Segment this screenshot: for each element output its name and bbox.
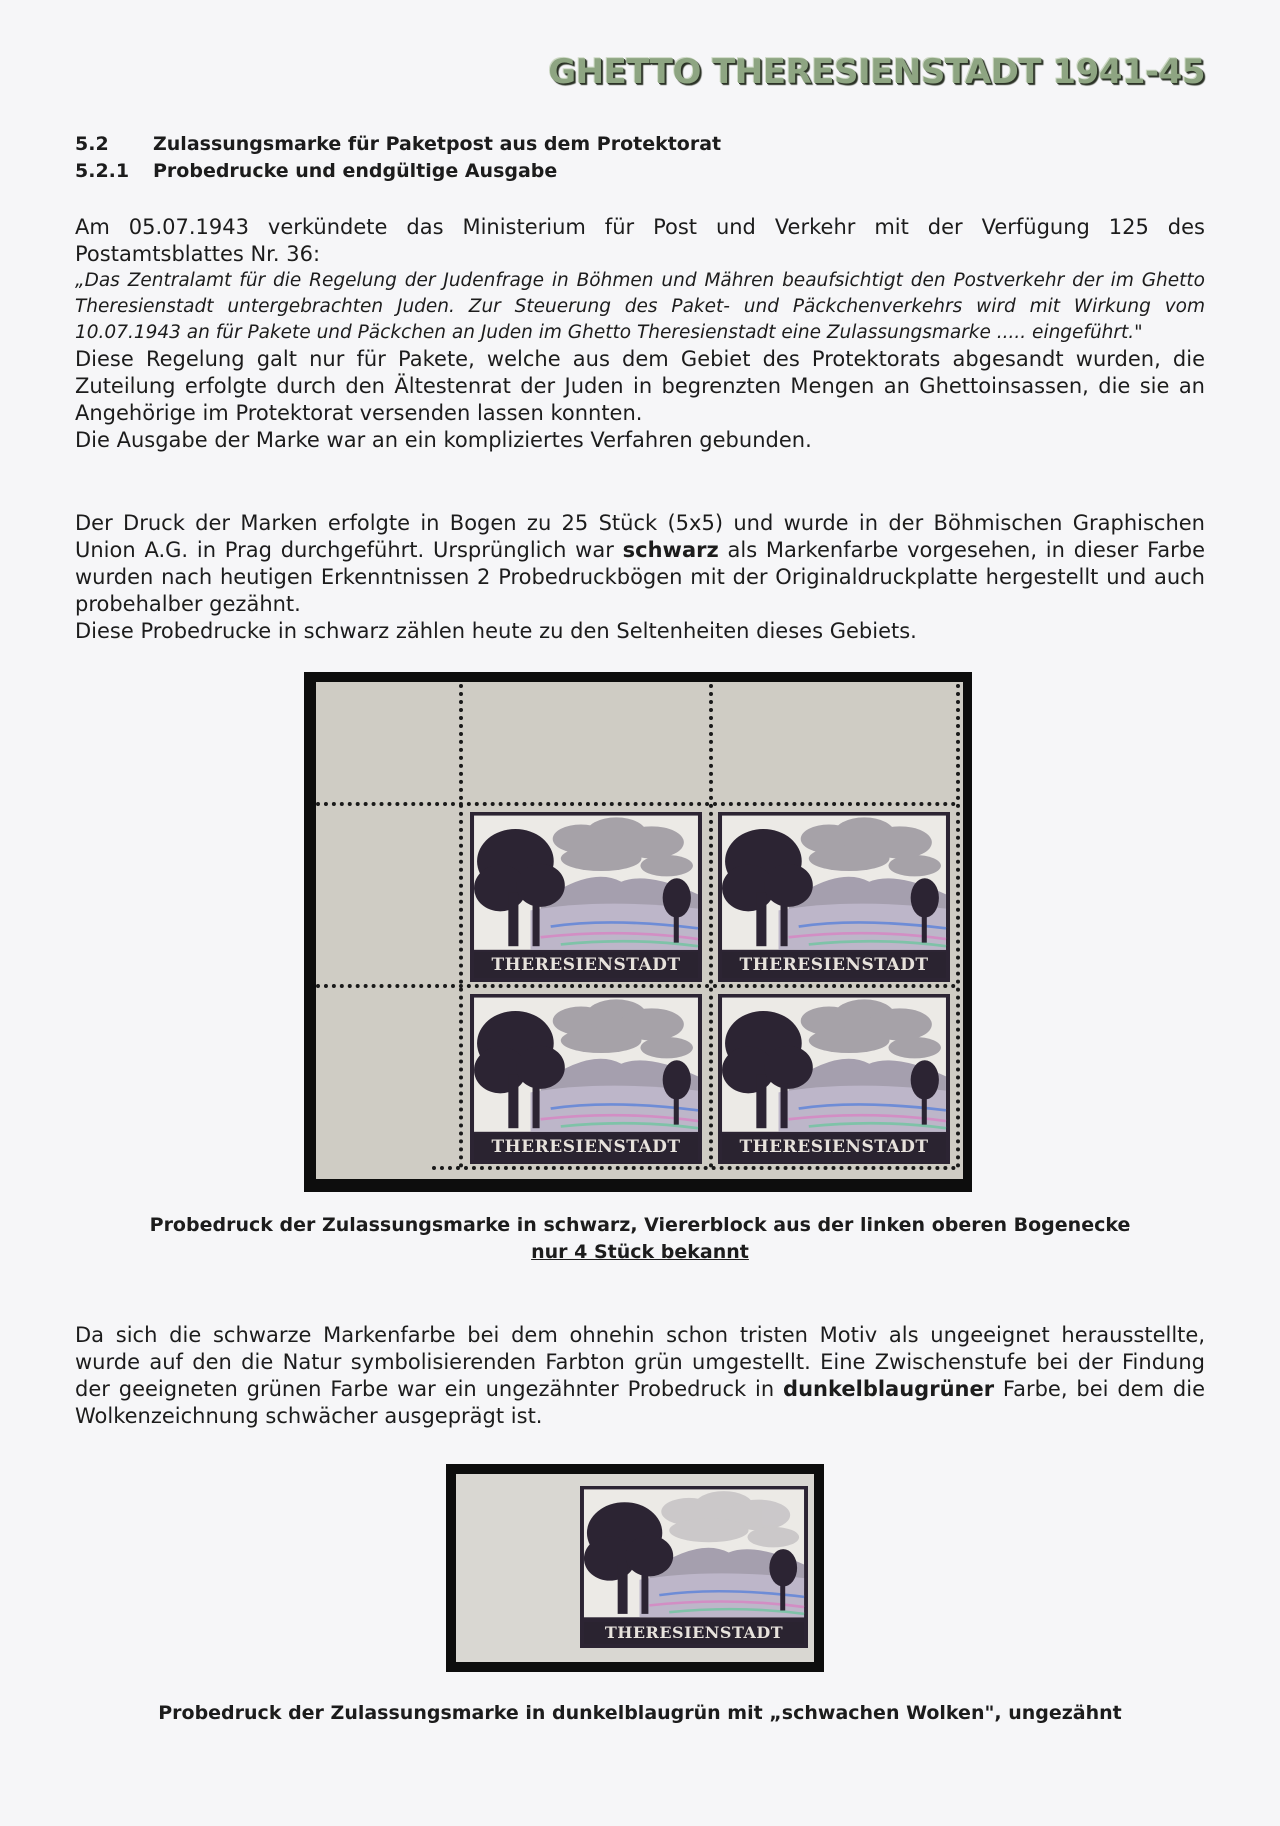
stamp-inscription: THERESIENSTADT	[722, 1134, 946, 1160]
subsection-heading	[75, 160, 557, 182]
caption-1-line-1: Probedruck der Zulassungsmarke in schwarz, Viererblock aus der linken oberen Bogenecke	[149, 1214, 1131, 1236]
printing-text	[75, 510, 1205, 618]
caption-1-line-2: nur 4 Stück bekannt	[531, 1241, 749, 1263]
stamp-block-mount	[304, 672, 972, 1192]
printing-paragraph	[75, 510, 1205, 645]
color-change-text-1: Da sich die schwarze Markenfarbe bei dem ohnehin schon tristen Motiv als ungeeignet herausstellte, wurde auf den die Natur symbolisierenden Farbton grün umgestellt. Eine Zwischenstufe bei der Findung der geeigneten grünen Farbe war ein ungezähnter Probedruck in	[75, 1323, 1205, 1401]
stamp-imperforate-proof	[580, 1486, 808, 1648]
color-change-text-2: Farbe, bei dem die Wolkenzeichnung schwächer ausgeprägt ist.	[75, 1377, 1205, 1428]
perforation-row-top	[316, 802, 956, 806]
decree-quote: „Das Zentralamt für die Regelung der Judenfrage in Böhmen und Mähren beaufsichtigt den Postverkehr der im Ghetto Theresienstadt untergebrachten Juden. Zur Steuerung des Paket- und Päckchenverkehrs wird mit Wirkung vom 10.07.1943 an für Pakete und Päckchen an Juden im Ghetto Theresienstadt eine Zulassungsmarke ..... eingeführt."	[75, 270, 1205, 343]
rarity-text: Diese Probedrucke in schwarz zählen heute zu den Seltenheiten dieses Gebiets.	[75, 619, 917, 643]
single-proof-mount	[446, 1464, 824, 1672]
color-change-paragraph	[75, 1322, 1205, 1430]
stamp-top-right	[718, 812, 950, 982]
caption-2: Probedruck der Zulassungsmarke in dunkelblaugrün mit „schwachen Wolken", ungezähnt	[158, 1702, 1122, 1724]
printing-bold: schwarz	[622, 538, 719, 562]
page-title: GHETTO THERESIENSTADT 1941-45	[548, 52, 1205, 92]
perforation-row-middle	[316, 984, 956, 988]
intro-line-2: Postamtsblattes Nr. 36:	[75, 242, 321, 266]
regulation-paragraph: Diese Regelung galt nur für Pakete, welche aus dem Gebiet des Protektorats abgesandt wurden, die Zuteilung erfolgte durch den Ältestenrat der Juden in begrenzten Mengen an Ghettoinsassen, die sie an Angehörige im Protektorat versenden lassen konnten.	[75, 347, 1205, 425]
perforation-column-left	[459, 684, 463, 1168]
perforation-row-bottom	[432, 1166, 956, 1170]
perforation-column-right	[956, 684, 960, 1168]
printing-text-2: als Markenfarbe vorgesehen, in dieser Farbe wurden nach heutigen Erkenntnissen 2 Probedruckbögen mit der Originaldruckplatte hergestellt und auch probehalber gezähnt.	[75, 538, 1205, 616]
intro-block	[75, 214, 1205, 454]
stamp-inscription: THERESIENSTADT	[584, 1622, 804, 1644]
stamp-bottom-right	[718, 994, 950, 1164]
intro-line-1: Am 05.07.1943 verkündete das Ministerium für Post und Verkehr mit der Verfügung 125 des	[75, 215, 1205, 239]
stamp-top-left	[470, 812, 702, 982]
section-number: 5.2	[75, 133, 109, 155]
section-heading	[75, 133, 721, 155]
subsection-title: Probedrucke und endgültige Ausgabe	[153, 160, 558, 182]
caption-block-2	[0, 1700, 1280, 1727]
color-change-bold: dunkelblaugrüner	[783, 1377, 995, 1401]
caption-block-1	[0, 1212, 1280, 1266]
color-change-text	[75, 1322, 1205, 1430]
stamp-inscription: THERESIENSTADT	[474, 1134, 698, 1160]
subsection-number: 5.2.1	[75, 160, 130, 182]
stamp-bottom-left	[470, 994, 702, 1164]
section-title: Zulassungsmarke für Paketpost aus dem Protektorat	[153, 133, 722, 155]
procedure-paragraph: Die Ausgabe der Marke war an ein kompliziertes Verfahren gebunden.	[75, 428, 812, 452]
printing-text-1: Der Druck der Marken erfolgte in Bogen zu 25 Stück (5x5) und wurde in der Böhmischen Graphischen Union A.G. in Prag durchgeführt. Ursprünglich war	[75, 511, 1205, 562]
stamp-inscription: THERESIENSTADT	[474, 952, 698, 978]
perforation-column-middle	[709, 684, 713, 1168]
stamp-inscription: THERESIENSTADT	[722, 952, 946, 978]
